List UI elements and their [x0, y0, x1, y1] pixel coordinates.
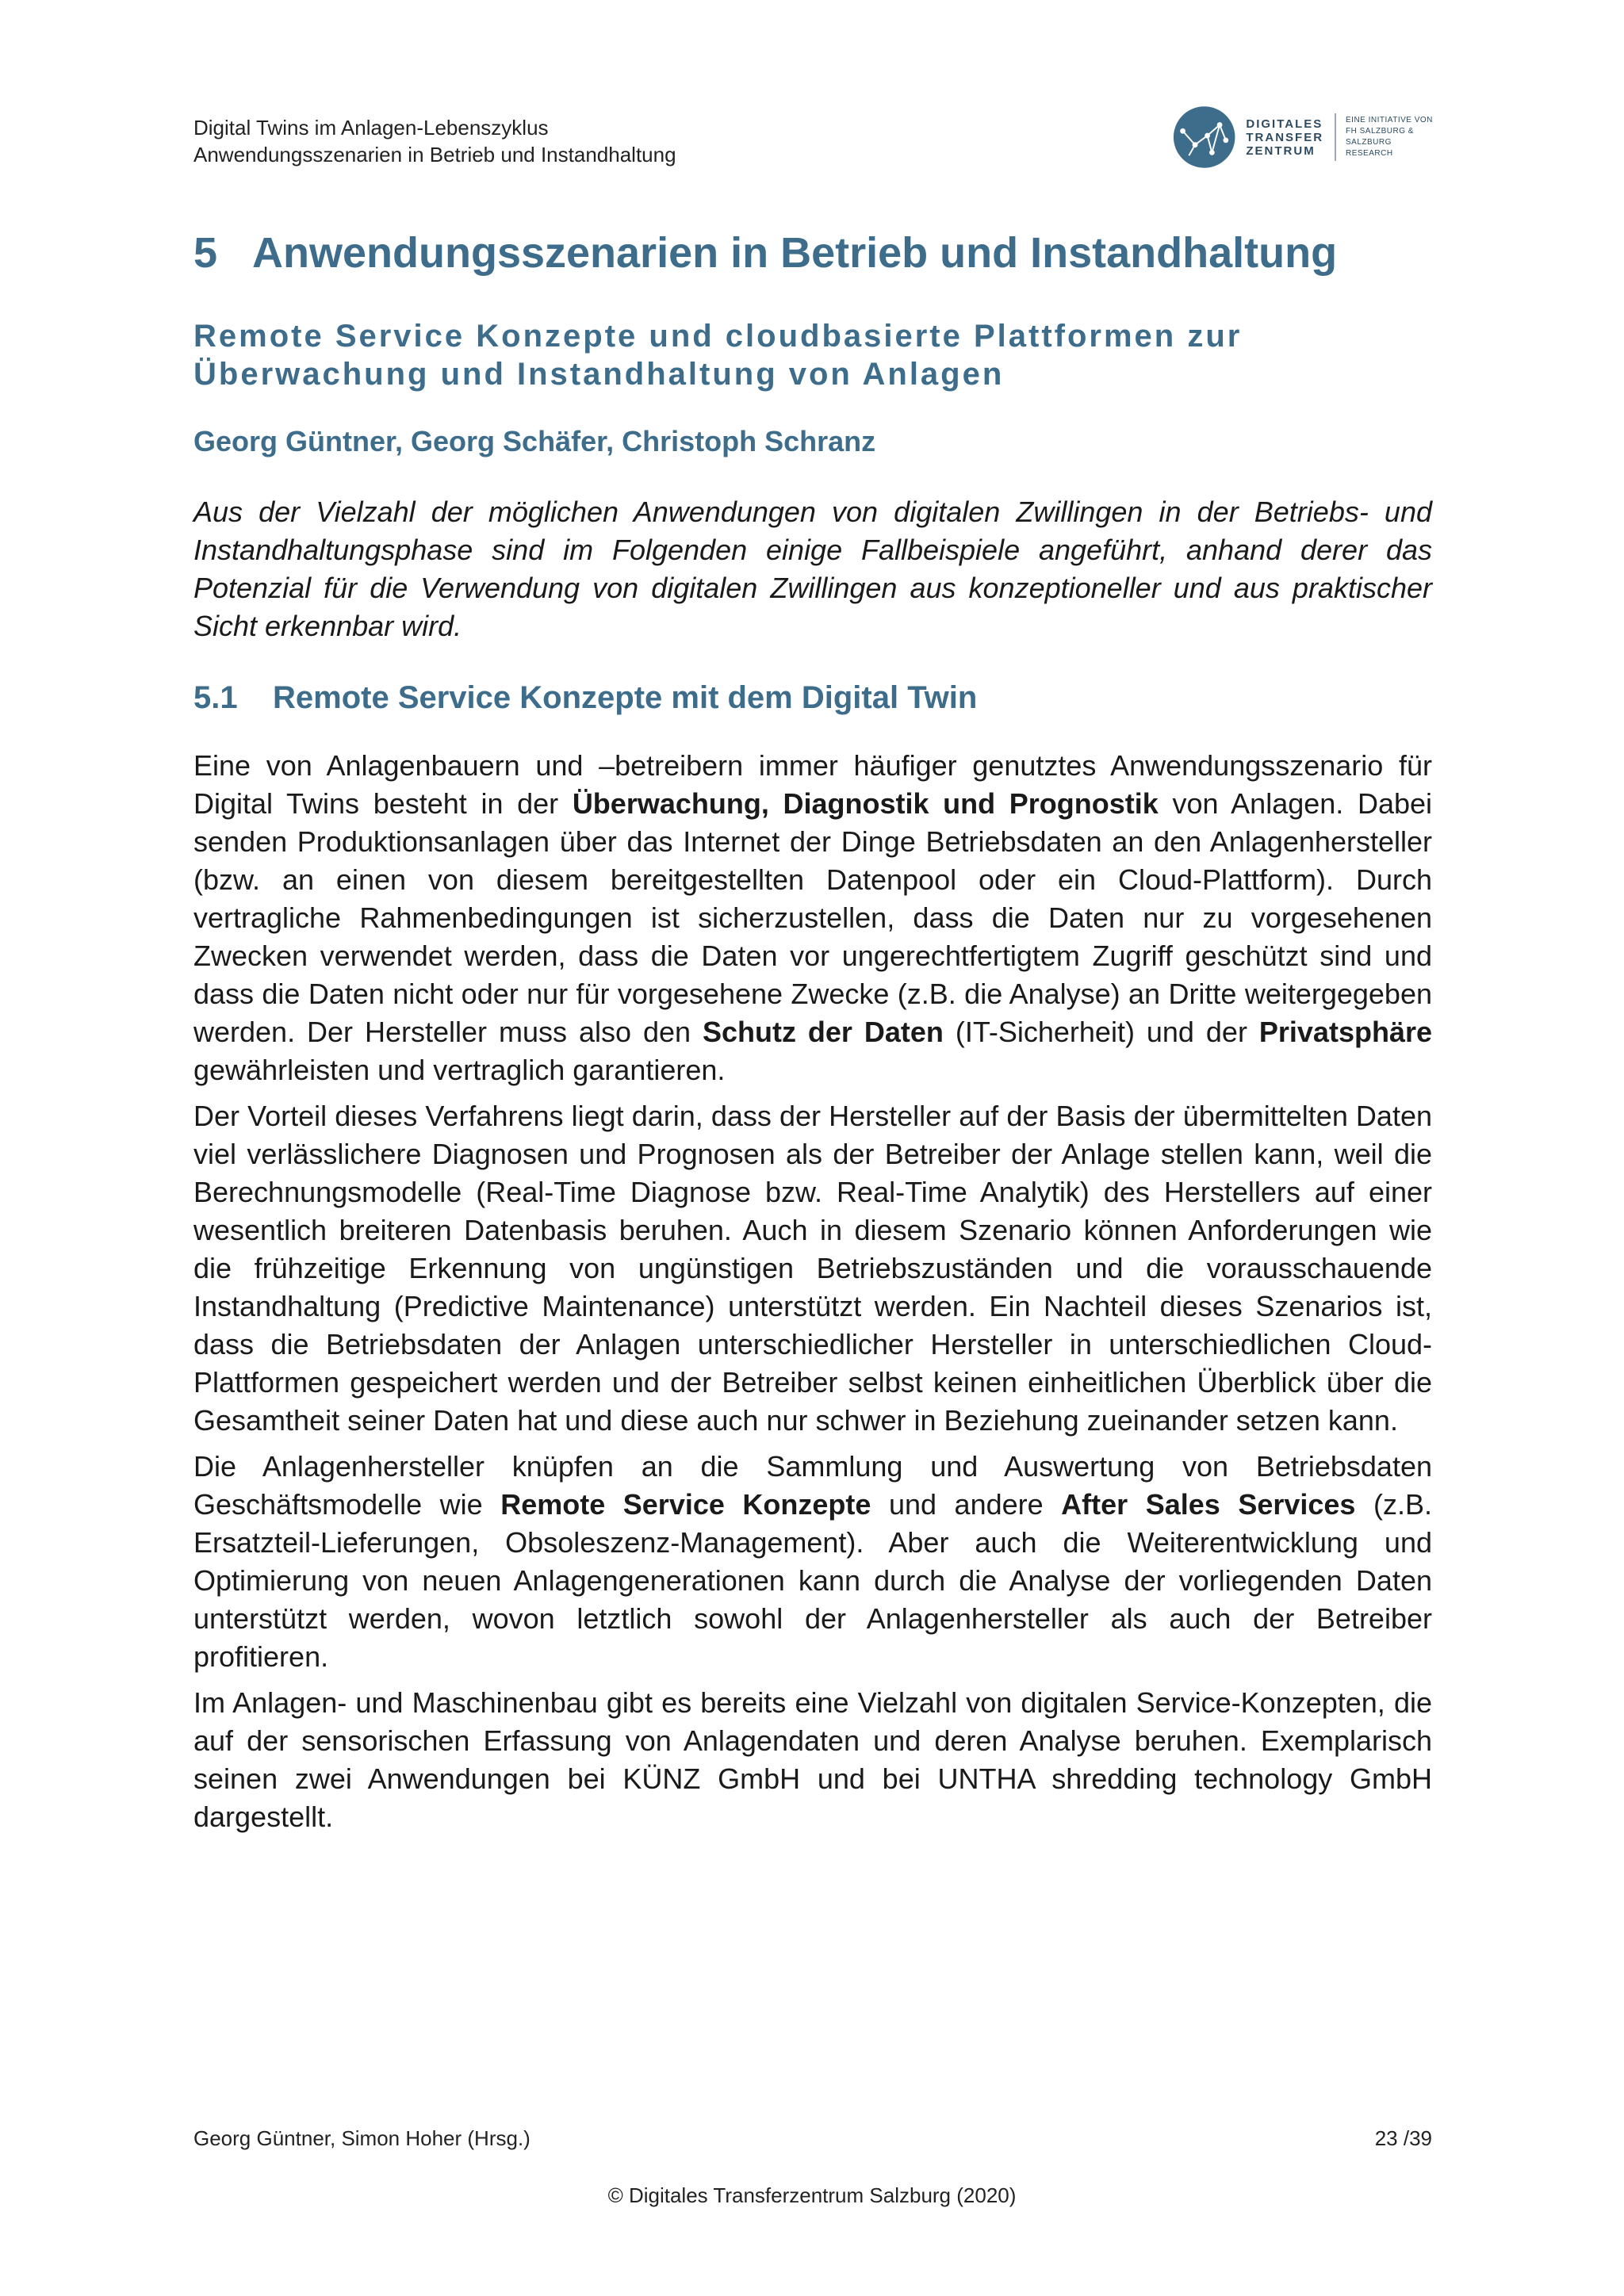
paragraph-1: Eine von Anlagenbauern und –betreibern immer häufiger genutztes Anwendungsszenario für Digital Twins besteht in der Überwachung, Diagnostik und Prognostik von Anlagen. Dabei senden Produktionsanlagen über das Internet der Dinge Betriebsdaten an den Anlagenhersteller (bzw. an einen von diesem bereitgestellten Datenpool oder ein Cloud-Plattform). Durch vertragliche Rahmenbedingungen ist sicherzustellen, dass die Daten nur zu vorgesehenen Zwecken verwendet werden, dass die Daten vor ungerechtfertigtem Zugriff geschützt sind und dass die Daten nicht oder nur für vorgesehene Zwecke (z.B. die Analyse) an Dritte weitergegeben werden. Der Hersteller muss also den Schutz der Daten (IT-Sicherheit) und der Privatsphäre gewährleisten und vertraglich garantieren.	[193, 749, 1433, 1086]
logo-tagline: EINE INITIATIVE VON FH SALZBURG & SALZBURG RESEARCH	[1346, 116, 1433, 158]
logo-wordmark: DIGITALES TRANSFER ZENTRUM	[1246, 117, 1324, 158]
paragraph-2: Der Vorteil dieses Verfahrens liegt darin, dass der Hersteller auf der Basis der übermittelten Daten viel verlässlichere Diagnosen und Prognosen als der Betreiber der Anlage stellen kann, weil die Berechnungsmodelle (Real-Time Diagnose bzw. Real-Time Analytik) des Herstellers auf einer wesentlich breiteren Datenbasis beruhen. Auch in diesem Szenario können Anforderungen wie die frühzeitige Erkennung von ungünstigen Betriebszuständen und die vorausschauende Instandhaltung (Predictive Maintenance) unterstützt werden. Ein Nachteil dieses Szenarios ist, dass die Betriebsdaten der Anlagen unterschiedlicher Hersteller in unterschiedlichen Cloud-Plattformen gespeichert werden und der Betreiber selbst keinen einheitlichen Überblick über die Gesamtheit seiner Daten hat und diese auch nur schwer in Beziehung zueinander setzen kann.	[193, 1100, 1432, 1437]
header-line-1: Digital Twins im Anlagen-Lebenszyklus	[193, 116, 549, 140]
chapter-title: Anwendungsszenarien in Betrieb und Instandhaltung	[252, 229, 1338, 277]
paragraph-4: Im Anlagen- und Maschinenbau gibt es bereits eine Vielzahl von digitalen Service-Konzepten, die auf der sensorischen Erfassung von Anlagendaten und deren Analyse beruhen. Exemplarisch seinen zwei Anwendungen bei KÜNZ GmbH und bei UNTHA shredding technology GmbH dargestellt.	[193, 1686, 1432, 1833]
paragraph-3: Die Anlagenhersteller knüpfen an die Sammlung und Auswertung von Betriebsdaten Geschäftsmodelle wie Remote Service Konzepte und andere After Sales Services (z.B. Ersatzteil-Lieferungen, Obsoleszenz-Management). Aber auch die Weiterentwicklung und Optimierung von neuen Anlagengenerationen kann durch die Analyse der vorliegenden Daten unterstützt werden, wovon letztlich sowohl der Anlagenhersteller als auch der Betreiber profitieren.	[193, 1450, 1432, 1673]
chapter-number: 5	[193, 229, 218, 277]
footer-page-number: 23 /39	[1374, 2126, 1432, 2150]
logo-divider	[1335, 113, 1336, 161]
dtz-logo-icon	[1172, 104, 1236, 170]
section-number: 5.1	[193, 680, 238, 715]
dtz-logo	[1172, 103, 1438, 171]
section-body	[193, 747, 1432, 1844]
section-title: Remote Service Konzepte mit dem Digital Twin	[273, 680, 978, 715]
section-heading	[193, 680, 977, 716]
footer-copyright: © Digitales Transferzentrum Salzburg (2020)	[607, 2183, 1017, 2207]
chapter-heading	[193, 228, 1337, 277]
chapter-subtitle: Remote Service Konzepte und cloudbasierte Plattformen zur Überwachung und Instandhaltung von Anlagen	[193, 319, 1243, 392]
chapter-authors: Georg Güntner, Georg Schäfer, Christoph Schranz	[193, 425, 876, 457]
chapter-abstract: Aus der Vielzahl der möglichen Anwendungen von digitalen Zwillingen in der Betriebs- und Instandhaltungsphase sind im Folgenden einige Fallbeispiele angeführt, anhand derer das Potenzial für die Verwendung von digitalen Zwillingen aus konzeptioneller und aus praktischer Sicht erkennbar wird.	[193, 496, 1432, 642]
header-line-2: Anwendungsszenarien in Betrieb und Instandhaltung	[193, 143, 676, 166]
running-header	[193, 114, 676, 168]
footer-editors: Georg Güntner, Simon Hoher (Hrsg.)	[193, 2126, 530, 2150]
